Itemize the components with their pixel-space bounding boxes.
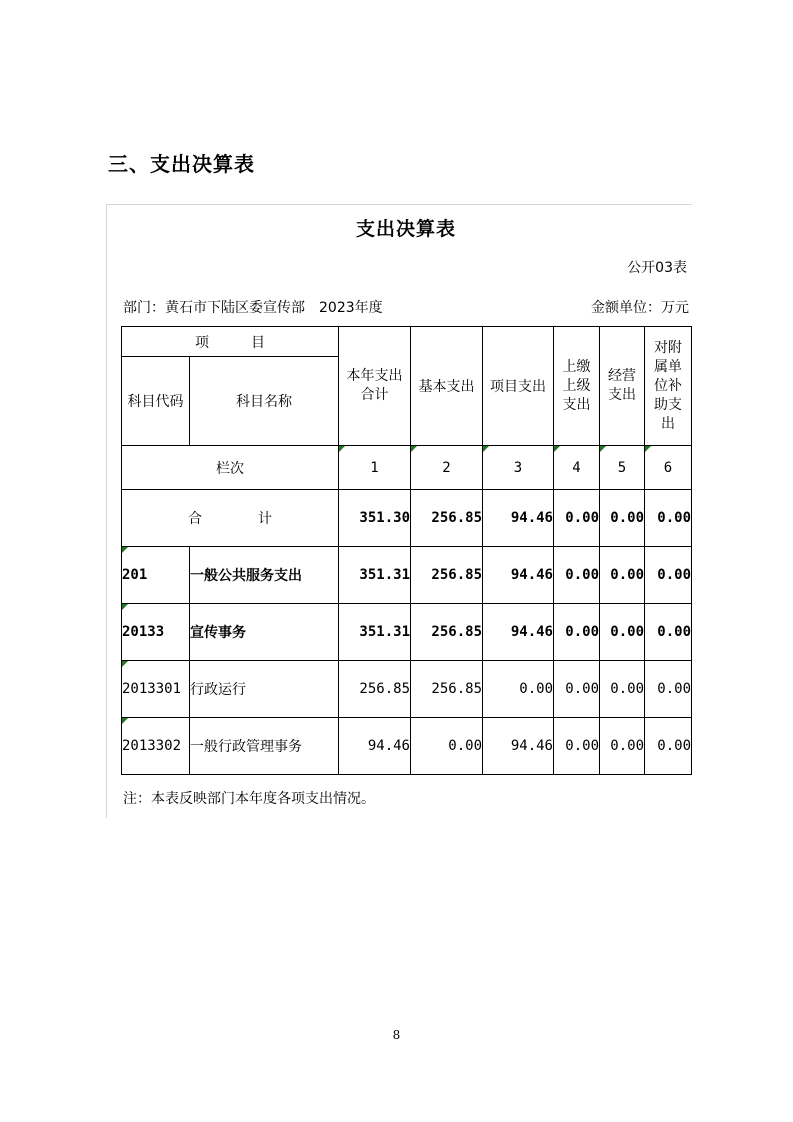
total-value-4: 0.00 <box>554 490 600 547</box>
cell-value-6: 0.00 <box>645 604 692 661</box>
amount-unit: 金额单位：万元 <box>591 300 689 316</box>
header-subsidy-affiliates: 对附属单位补助支出 <box>645 327 692 446</box>
expenditure-table <box>121 326 692 775</box>
column-number-1: 1 <box>339 446 411 490</box>
total-value-6: 0.00 <box>645 490 692 547</box>
cell-value-6: 0.00 <box>645 661 692 718</box>
total-value-1: 351.30 <box>339 490 411 547</box>
total-value-3: 94.46 <box>483 490 554 547</box>
table-note: 注：本表反映部门本年度各项支出情况。 <box>123 791 375 807</box>
cell-value-3: 94.46 <box>483 604 554 661</box>
cell-value-1: 94.46 <box>339 718 411 775</box>
cell-value-4: 0.00 <box>554 718 600 775</box>
department-line <box>123 297 383 317</box>
total-row <box>122 490 692 547</box>
cell-value-3: 94.46 <box>483 547 554 604</box>
column-number-5: 5 <box>600 446 645 490</box>
column-number-2: 2 <box>411 446 483 490</box>
table-row <box>122 604 692 661</box>
department-name: 部门：黄石市下陆区委宣传部 <box>123 300 305 316</box>
section-heading: 三、支出决算表 <box>108 152 255 176</box>
total-value-2: 256.85 <box>411 490 483 547</box>
table-row <box>122 547 692 604</box>
cell-value-2: 256.85 <box>411 604 483 661</box>
subject-name: 行政运行 <box>190 661 339 718</box>
subject-code: 20133 <box>122 604 190 661</box>
table-row <box>122 661 692 718</box>
cell-value-2: 256.85 <box>411 661 483 718</box>
subject-code: 2013302 <box>122 718 190 775</box>
table-row <box>122 718 692 775</box>
frame-top-border <box>106 204 692 205</box>
header-total-expenditure: 本年支出合计 <box>339 327 411 446</box>
cell-value-5: 0.00 <box>600 604 645 661</box>
column-number-row <box>122 446 692 490</box>
header-operating-expenditure: 经营支出 <box>600 327 645 446</box>
form-number: 公开03表 <box>627 260 687 276</box>
cell-value-3: 0.00 <box>483 661 554 718</box>
cell-value-3: 94.46 <box>483 718 554 775</box>
table-title: 支出决算表 <box>355 218 456 240</box>
header-remit-superior: 上缴上级支出 <box>554 327 600 446</box>
column-number-3: 3 <box>483 446 554 490</box>
subject-code: 2013301 <box>122 661 190 718</box>
cell-value-2: 0.00 <box>411 718 483 775</box>
page-number: 8 <box>392 1028 401 1042</box>
cell-value-5: 0.00 <box>600 547 645 604</box>
subject-code: 201 <box>122 547 190 604</box>
header-project-expenditure: 项目支出 <box>483 327 554 446</box>
subject-name: 一般公共服务支出 <box>190 547 339 604</box>
cell-value-4: 0.00 <box>554 661 600 718</box>
header-row-1 <box>122 327 692 357</box>
subject-name: 一般行政管理事务 <box>190 718 339 775</box>
total-value-5: 0.00 <box>600 490 645 547</box>
cell-value-5: 0.00 <box>600 661 645 718</box>
subject-name: 宣传事务 <box>190 604 339 661</box>
header-basic-expenditure: 基本支出 <box>411 327 483 446</box>
header-subject-code: 科目代码 <box>122 357 190 446</box>
cell-value-4: 0.00 <box>554 547 600 604</box>
fiscal-year: 2023年度 <box>319 300 383 316</box>
header-item: 项 目 <box>122 327 339 357</box>
lanci-label: 栏次 <box>122 446 339 490</box>
cell-value-1: 256.85 <box>339 661 411 718</box>
cell-value-1: 351.31 <box>339 547 411 604</box>
cell-value-6: 0.00 <box>645 718 692 775</box>
cell-value-2: 256.85 <box>411 547 483 604</box>
column-number-6: 6 <box>645 446 692 490</box>
frame-left-border <box>106 204 107 818</box>
cell-value-5: 0.00 <box>600 718 645 775</box>
cell-value-4: 0.00 <box>554 604 600 661</box>
total-label: 合 计 <box>122 490 339 547</box>
column-number-4: 4 <box>554 446 600 490</box>
header-subject-name: 科目名称 <box>190 357 339 446</box>
cell-value-1: 351.31 <box>339 604 411 661</box>
cell-value-6: 0.00 <box>645 547 692 604</box>
